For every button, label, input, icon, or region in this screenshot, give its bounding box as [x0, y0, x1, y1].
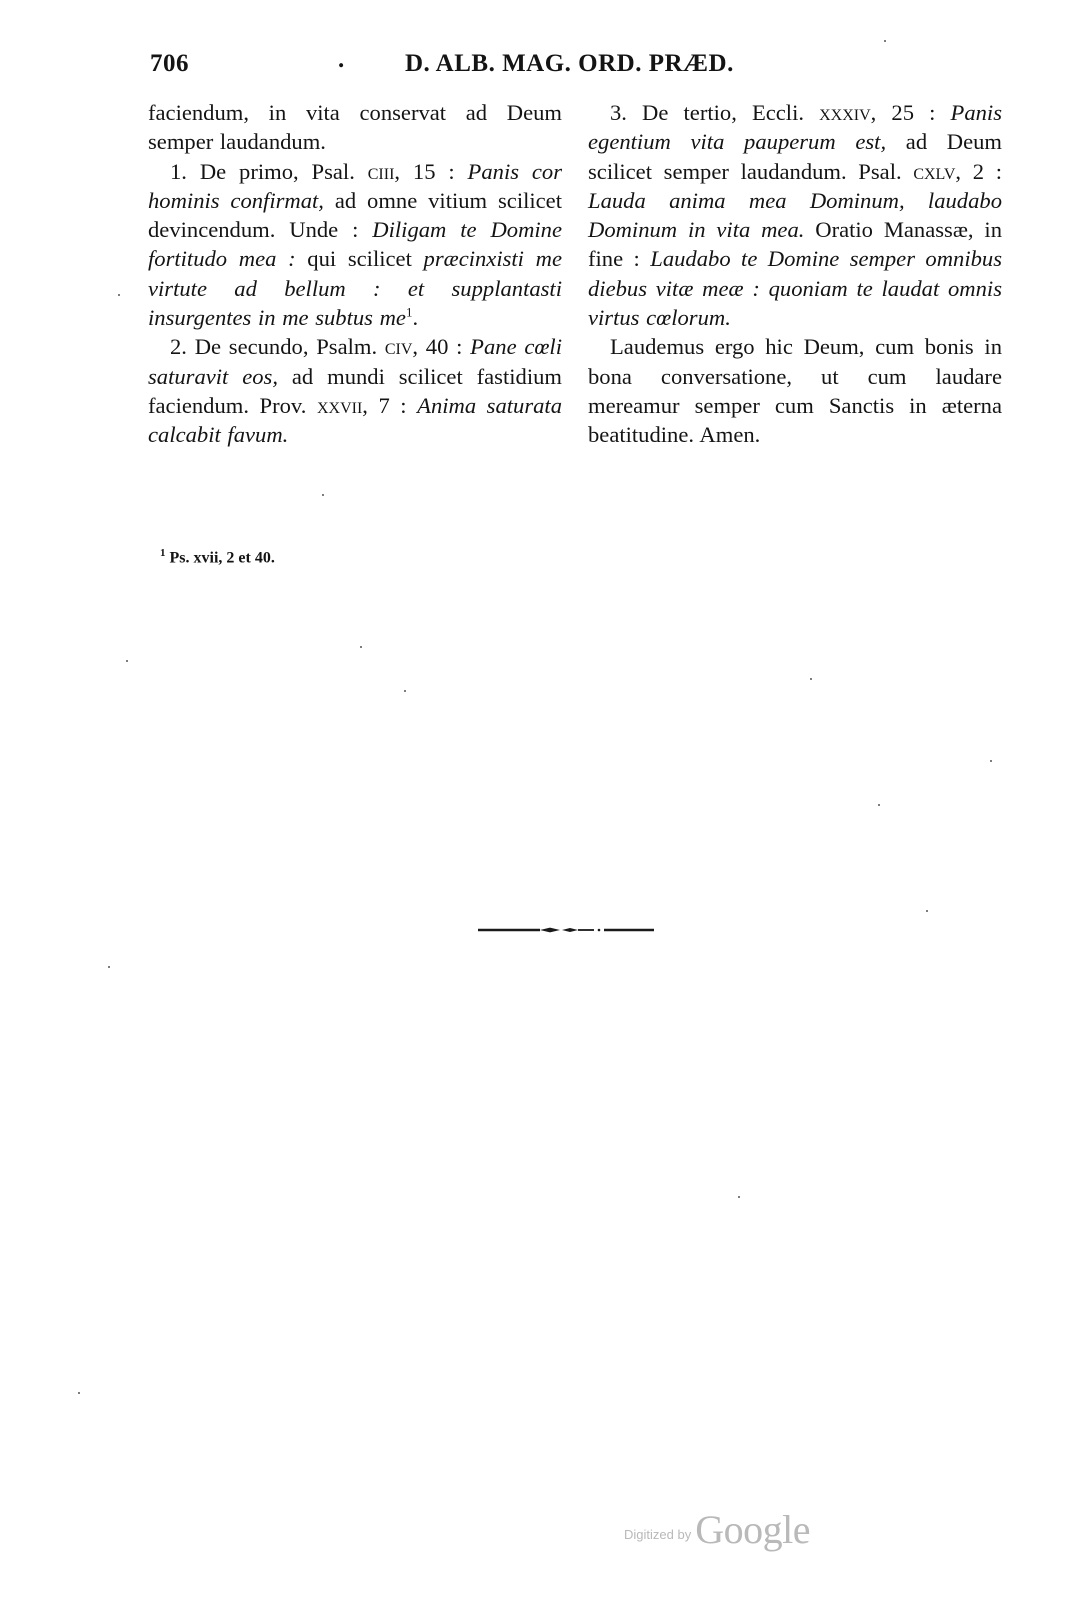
- paragraph-de-tertio: [588, 98, 1002, 332]
- left-column: [148, 98, 562, 450]
- scripture-quote: Lauda anima mea Dominum, laudabo Dominum in vita mea.: [588, 187, 1002, 243]
- scripture-quote: Panis egentium vita pauperum est,: [588, 100, 1002, 155]
- scan-speck: [78, 1392, 80, 1394]
- reference-numeral: ciii: [367, 158, 395, 184]
- text-run: 1. De primo, Psal.: [170, 158, 368, 184]
- text-run: 3. De tertio, Eccli.: [610, 100, 820, 125]
- footnote: [160, 547, 275, 567]
- scripture-quote: Diligam te Domine fortitudo mea :: [148, 217, 562, 272]
- text-run: , 40 :: [412, 334, 471, 360]
- scripture-quote: Panis cor hominis confirmat,: [148, 158, 563, 213]
- text-run: ad mundi scilicet fastidium faciendum. Prov.: [148, 363, 562, 418]
- text-run: , 25 :: [870, 100, 951, 125]
- scan-speck: [404, 690, 406, 692]
- text-run: qui scilicet: [295, 246, 424, 272]
- digitization-watermark: [624, 1506, 810, 1553]
- page-number: 706: [150, 50, 189, 77]
- right-column: [588, 98, 1002, 450]
- scan-speck: [322, 494, 324, 496]
- scan-speck: [118, 294, 120, 296]
- google-logo-text: Google: [695, 1507, 810, 1552]
- paragraph-de-secundo: [148, 332, 562, 449]
- section-end-ornament: [478, 924, 654, 936]
- header-dot: .: [338, 46, 345, 73]
- scan-speck: [810, 678, 812, 680]
- text-run: 2. De secundo, Psalm.: [170, 334, 385, 360]
- scan-speck: [990, 760, 992, 762]
- scan-speck: [884, 40, 886, 42]
- ornament-lozenge: [562, 928, 578, 932]
- text-run: Oratio Manassæ, in fine :: [588, 217, 1002, 272]
- text-run: , 7 :: [362, 392, 418, 418]
- reference-numeral: cxlv: [913, 158, 956, 184]
- watermark-prefix: Digitized by: [624, 1527, 692, 1542]
- scripture-quote: Laudabo te Domine semper omnibus diebus vitæ meæ : quoniam te laudat omnis virtus cœlorum.: [588, 246, 1002, 331]
- text-run: ad Deum scilicet semper laudandum. Psal.: [588, 129, 1003, 184]
- scripture-quote: præcinxisti me virtute ad bellum : et supplantasti insurgentes in me subtus me: [148, 246, 562, 331]
- scan-speck: [926, 910, 928, 912]
- scan-speck: [738, 1196, 740, 1198]
- footnote-reference: 1: [405, 304, 413, 320]
- text-run: , 2 :: [955, 158, 1002, 184]
- text-run: ad omne vitium scilicet devincendum. Unde :: [148, 187, 562, 243]
- scan-speck: [108, 966, 110, 968]
- page-header: [150, 46, 760, 84]
- text-run: , 15 :: [394, 158, 468, 184]
- paragraph-continuation: faciendum, in vita conservat ad Deum semper laudandum.: [148, 100, 562, 155]
- ornament-dot: [598, 929, 601, 932]
- reference-numeral: xxxiv: [819, 100, 871, 125]
- scan-speck: [126, 660, 128, 662]
- scripture-quote: Anima saturata calcabit favum.: [148, 392, 562, 448]
- reference-numeral: civ: [384, 334, 413, 360]
- scan-speck: [878, 804, 880, 806]
- scripture-quote: Pane cœli saturavit eos,: [148, 334, 562, 389]
- footnote-mark: 1: [160, 547, 166, 559]
- scan-speck: [360, 646, 362, 648]
- text-run: .: [412, 305, 419, 331]
- ornament-lozenge: [540, 928, 560, 933]
- running-title: D. ALB. MAG. ORD. PRÆD.: [405, 50, 734, 77]
- reference-numeral: xxvii: [316, 392, 363, 418]
- paragraph-de-primo: [148, 157, 562, 333]
- footnote-text: Ps. xvii, 2 et 40.: [169, 549, 275, 567]
- paragraph-conclusion: Laudemus ergo hic Deum, cum bonis in bona conversatione, ut cum laudare mereamur semper cum Sanctis in æterna beatitudine. Amen.: [588, 334, 1002, 448]
